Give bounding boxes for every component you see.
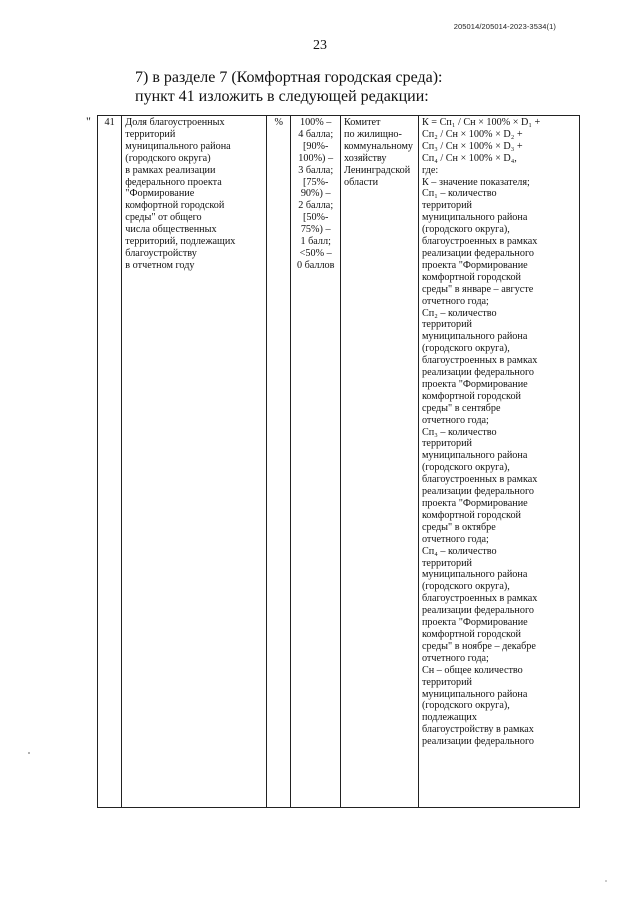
- cell-line: К – значение показателя;: [421, 176, 530, 188]
- cell-line: муниципального района: [421, 569, 528, 581]
- cell-line: территорий: [421, 557, 472, 569]
- cell-line: реализации федерального: [421, 605, 534, 617]
- cell-line: муниципального района: [421, 688, 528, 700]
- cell-line: комфортной городской: [125, 200, 225, 212]
- cell-line: благоустроенных в рамках: [421, 593, 538, 605]
- cell-line: комфортной городской: [421, 271, 521, 283]
- cell-line: реализации федерального: [421, 367, 534, 379]
- row-number: 41: [104, 117, 115, 128]
- cell-line: проекта "Формирование: [421, 259, 528, 271]
- cell-line: среды" в сентябре: [421, 402, 501, 414]
- cell-line: в рамках реализации: [125, 164, 216, 176]
- cell-line: Комитет: [344, 117, 381, 128]
- scan-speck: [605, 880, 607, 882]
- cell-line: (городского округа),: [421, 700, 510, 712]
- cell-line: К = Сп₁ / Сн × 100% × D₁ +: [421, 117, 541, 128]
- cell-line: Сп₄ – количество: [421, 545, 497, 557]
- cell-line: территорий: [421, 200, 472, 212]
- cell-line: благоустройству: [125, 247, 197, 259]
- cell-line: 0 баллов: [296, 259, 335, 271]
- cell-line: благоустроенных в рамках: [421, 355, 538, 367]
- cell-line: по жилищно-: [344, 128, 402, 140]
- cell-line: Доля благоустроенных: [125, 117, 225, 128]
- cell-line: <50% –: [299, 247, 332, 259]
- cell-line: среды" от общего: [125, 212, 202, 224]
- document-id: 205014/205014-2023-3534(1): [453, 22, 556, 31]
- row-number-cell: [98, 116, 122, 808]
- cell-line: благоустроенных в рамках: [421, 236, 538, 248]
- responsible-cell: [341, 116, 419, 808]
- cell-line: в отчетном году: [125, 259, 195, 271]
- cell-line: числа общественных: [125, 224, 217, 236]
- cell-line: реализации федерального: [421, 247, 534, 259]
- cell-line: Сп₄ / Сн × 100% × D₄,: [421, 152, 517, 164]
- cell-line: комфортной городской: [421, 509, 521, 521]
- cell-line: территорий: [125, 128, 176, 140]
- cell-line: реализации федерального: [421, 736, 534, 748]
- amendment-intro: [135, 68, 442, 106]
- cell-line: территорий: [421, 676, 472, 688]
- cell-line: проекта "Формирование: [421, 378, 528, 390]
- cell-line: Сп₃ / Сн × 100% × D₃ +: [421, 140, 523, 152]
- cell-line: муниципального района: [125, 140, 231, 152]
- cell-line: проекта "Формирование: [421, 498, 528, 509]
- cell-line: муниципального района: [421, 331, 528, 343]
- cell-line: (городского округа): [125, 152, 211, 164]
- cell-line: 3 балла;: [298, 164, 334, 176]
- scan-speck: [28, 752, 30, 754]
- cell-line: [50%-: [302, 212, 329, 224]
- cell-line: (городского округа),: [421, 343, 510, 355]
- page-number: 23: [313, 38, 327, 53]
- cell-line: федерального проекта: [125, 176, 222, 188]
- cell-line: 100%) –: [298, 152, 334, 164]
- cell-line: территорий, подлежащих: [125, 236, 236, 248]
- indicator-name-cell: [122, 116, 267, 808]
- cell-line: 4 балла;: [298, 128, 334, 140]
- unit: %: [274, 117, 283, 128]
- cell-line: среды" в ноябре – декабре: [421, 640, 536, 652]
- cell-line: благоустройству в рамках: [421, 724, 534, 736]
- cell-line: Сп₂ / Сн × 100% × D₂ +: [421, 128, 523, 140]
- cell-line: "Формирование: [125, 188, 195, 200]
- cell-line: 75%) –: [300, 224, 331, 236]
- cell-line: территорий: [421, 319, 472, 331]
- cell-line: муниципального района: [421, 450, 528, 462]
- cell-line: 1 балл;: [300, 236, 331, 248]
- cell-line: где:: [421, 164, 439, 176]
- cell-line: благоустроенных в рамках: [421, 474, 538, 486]
- formula-cell: [418, 116, 579, 808]
- cell-line: отчетного года;: [421, 295, 489, 307]
- cell-line: области: [344, 176, 379, 188]
- cell-line: Сн – общее количество: [421, 664, 523, 676]
- cell-line: отчетного года;: [421, 652, 489, 664]
- cell-line: коммунальному: [344, 140, 414, 152]
- cell-line: комфортной городской: [421, 390, 521, 402]
- cell-line: Сп₂ – количество: [421, 307, 497, 319]
- cell-line: отчетного года;: [421, 533, 489, 545]
- opening-quote: ": [86, 114, 91, 128]
- cell-line: [75%-: [302, 176, 329, 188]
- cell-line: (городского округа),: [421, 224, 510, 236]
- indicator-table: [97, 115, 580, 808]
- cell-line: Сп₁ – количество: [421, 188, 497, 200]
- intro-line-2: пункт 41 изложить в следующей редакции:: [135, 88, 429, 105]
- intro-line-1: 7) в разделе 7 (Комфортная городская среда):: [135, 69, 443, 86]
- cell-line: отчетного года;: [421, 414, 489, 426]
- cell-line: хозяйству: [344, 152, 387, 164]
- cell-line: реализации федерального: [421, 486, 534, 498]
- table-row: [98, 116, 580, 808]
- cell-line: 100% –: [299, 117, 332, 128]
- cell-line: подлежащих: [421, 712, 477, 724]
- cell-line: среды" в январе – августе: [421, 283, 534, 295]
- cell-line: среды" в октябре: [421, 521, 496, 533]
- cell-line: Ленинградской: [344, 164, 411, 176]
- cell-line: комфортной городской: [421, 628, 521, 640]
- cell-line: проекта "Формирование: [421, 617, 528, 629]
- cell-line: [90%-: [302, 140, 329, 152]
- score-cell: [291, 116, 341, 808]
- cell-line: 90%) –: [300, 188, 331, 200]
- cell-line: Сп₃ – количество: [421, 426, 497, 438]
- cell-line: территорий: [421, 438, 472, 450]
- cell-line: 2 балла;: [298, 200, 334, 212]
- cell-line: (городского округа),: [421, 462, 510, 474]
- unit-cell: [267, 116, 291, 808]
- cell-line: муниципального района: [421, 212, 528, 224]
- cell-line: (городского округа),: [421, 581, 510, 593]
